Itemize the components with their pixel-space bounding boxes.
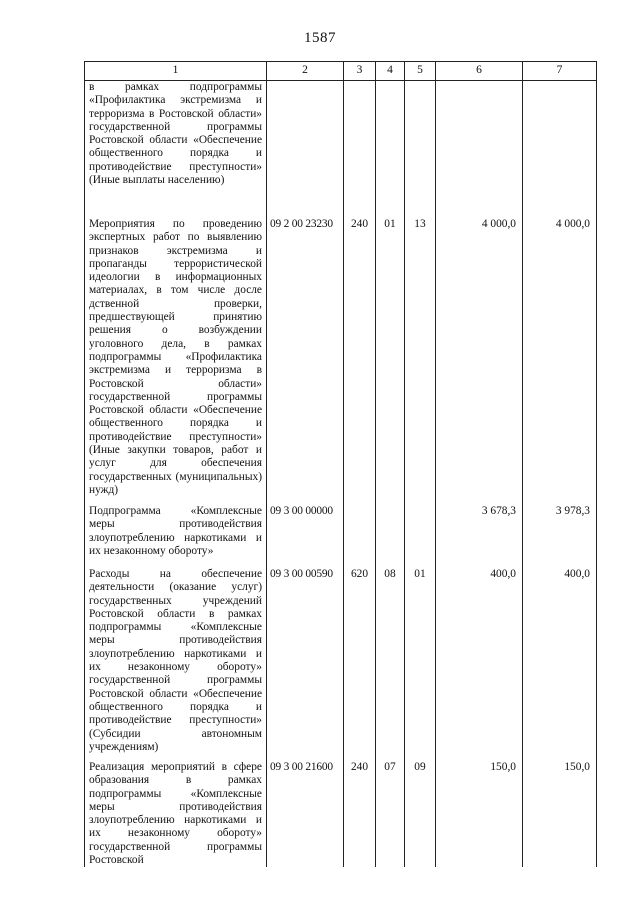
budget-table xyxy=(84,61,597,867)
row-section xyxy=(376,81,405,219)
row-description: в рамках подпрограммы «Профилактика экстремизма и терроризма в Ростовской области» государственной программы Ростовской области «Обеспечение общественного порядка и противодействие преступности» (Иные выплаты населению) xyxy=(85,81,267,219)
row-description: Расходы на обеспечение деятельности (оказание услуг) государственных учреждений Ростовской области в рамках подпрограммы «Комплексные меры противодействия злоупотреблению наркотиками и их незаконному обороту» государственной программы Ростовской области «Обеспечение общественного порядка и противодействие преступности» (Субсидии автономным учреждениям) xyxy=(85,568,267,761)
row-amount-2: 3 978,3 xyxy=(523,505,597,568)
row-subsection: 13 xyxy=(405,218,436,505)
table-row xyxy=(85,761,597,867)
table-row xyxy=(85,568,597,761)
page-number: 1587 xyxy=(304,30,336,46)
row-target-code: 09 3 00 21600 xyxy=(267,761,344,867)
row-amount-1: 150,0 xyxy=(436,761,523,867)
row-subsection xyxy=(405,505,436,568)
row-target-code xyxy=(267,81,344,219)
row-amount-1 xyxy=(436,81,523,219)
row-amount-2: 4 000,0 xyxy=(523,218,597,505)
header-col-7: 7 xyxy=(523,62,597,81)
header-col-2: 2 xyxy=(267,62,344,81)
row-expense-type: 240 xyxy=(344,218,376,505)
header-col-1: 1 xyxy=(85,62,267,81)
table-row xyxy=(85,218,597,505)
row-description: Подпрограмма «Комплексные меры противодействия злоупотреблению наркотиками и их незаконному обороту» xyxy=(85,505,267,568)
row-target-code: 09 3 00 00000 xyxy=(267,505,344,568)
header-col-6: 6 xyxy=(436,62,523,81)
table-row xyxy=(85,81,597,219)
row-expense-type xyxy=(344,505,376,568)
row-section: 08 xyxy=(376,568,405,761)
row-expense-type: 240 xyxy=(344,761,376,867)
row-section: 01 xyxy=(376,218,405,505)
row-amount-2: 150,0 xyxy=(523,761,597,867)
header-col-5: 5 xyxy=(405,62,436,81)
table-body xyxy=(85,81,597,868)
row-expense-type: 620 xyxy=(344,568,376,761)
row-amount-2: 400,0 xyxy=(523,568,597,761)
row-subsection xyxy=(405,81,436,219)
row-amount-1: 400,0 xyxy=(436,568,523,761)
row-target-code: 09 2 00 23230 xyxy=(267,218,344,505)
header-col-4: 4 xyxy=(376,62,405,81)
row-section: 07 xyxy=(376,761,405,867)
header-row xyxy=(85,62,597,81)
table-row xyxy=(85,505,597,568)
row-amount-1: 3 678,3 xyxy=(436,505,523,568)
row-section xyxy=(376,505,405,568)
row-amount-1: 4 000,0 xyxy=(436,218,523,505)
row-target-code: 09 3 00 00590 xyxy=(267,568,344,761)
table-header xyxy=(85,62,597,81)
row-expense-type xyxy=(344,81,376,219)
header-col-3: 3 xyxy=(344,62,376,81)
row-description: Мероприятия по проведению экспертных работ по выявлению признаков экстремизма и пропаганды террористической идеологии в информационных материалах, в том числе досле дственной проверки, предшествующей принятию решения о возбуждении уголовного дела, в рамках подпрограммы «Профилактика экстремизма и терроризма в Ростовской области» государственной программы Ростовской области «Обеспечение общественного порядка и противодействие преступности» (Иные закупки товаров, работ и услуг для обеспечения государственных (муниципальных) нужд) xyxy=(85,218,267,505)
row-amount-2 xyxy=(523,81,597,219)
row-description: Реализация мероприятий в сфере образования в рамках подпрограммы «Комплексные меры противодействия злоупотреблению наркотиками и их незаконному обороту» государственной программы Ростовской xyxy=(85,761,267,867)
row-subsection: 09 xyxy=(405,761,436,867)
row-subsection: 01 xyxy=(405,568,436,761)
